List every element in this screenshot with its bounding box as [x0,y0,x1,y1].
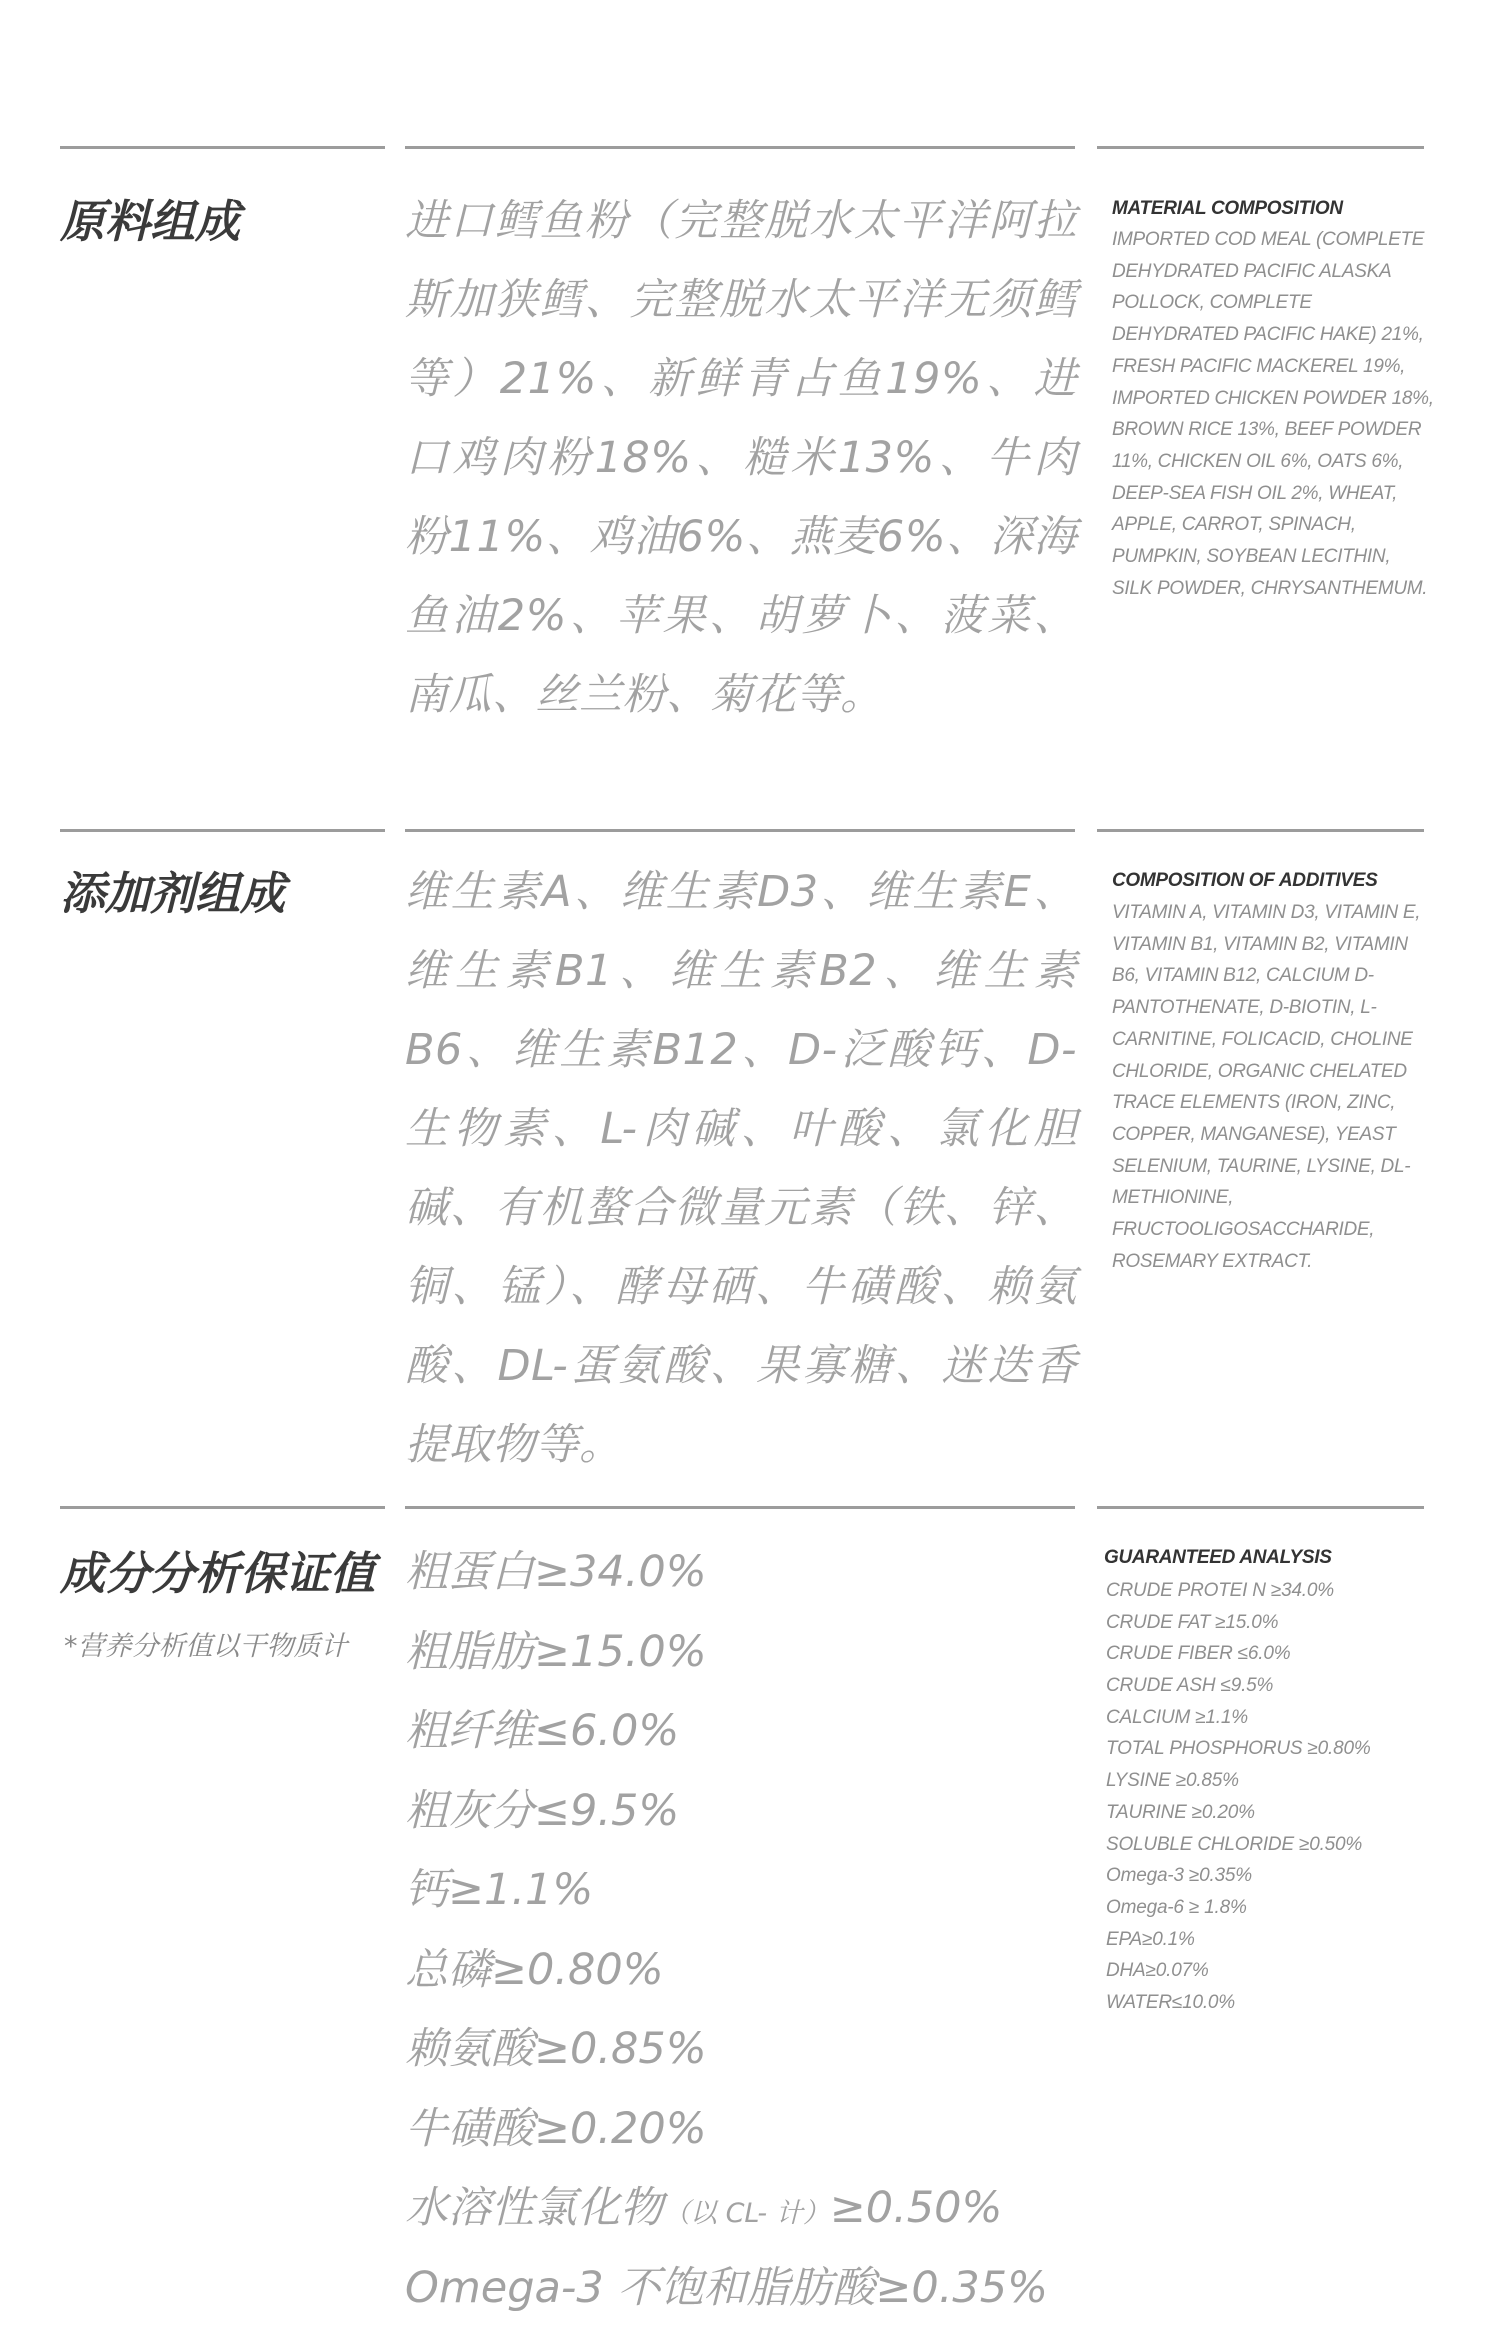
divider-material-mid [405,146,1075,149]
analysis-cn-item: 牛磺酸≥0.20% [405,2090,1105,2170]
divider-additives-mid [405,829,1075,832]
divider-additives-left [60,829,385,832]
divider-analysis-right [1097,1506,1424,1509]
additives-en-title: COMPOSITION OF ADDITIVES [1112,865,1378,897]
analysis-cn-item: Omega-3 不饱和脂肪酸≥0.35% [405,2249,1105,2328]
divider-material-right [1097,146,1424,149]
analysis-cn-item: 粗蛋白≥34.0% [405,1533,1105,1613]
material-title: 原料组成 [60,194,400,250]
analysis-cn-item: 钙≥1.1% [405,1851,1105,1931]
divider-analysis-left [60,1506,385,1509]
chloride-label: 水溶性氯化物 [405,2183,663,2233]
analysis-en-item: EPA≥0.1% [1106,1924,1371,1956]
analysis-note: *营养分析值以干物质计 [64,1629,404,1665]
analysis-en-item: CRUDE ASH ≤9.5% [1106,1670,1371,1702]
analysis-en-item: TAURINE ≥0.20% [1106,1797,1371,1829]
divider-analysis-mid [405,1506,1075,1509]
chloride-value: ≥0.50% [830,2183,1003,2233]
analysis-cn-item: 赖氨酸≥0.85% [405,2010,1105,2090]
analysis-en-item: SOLUBLE CHLORIDE ≥0.50% [1106,1829,1371,1861]
analysis-cn-item: 粗脂肪≥15.0% [405,1613,1105,1693]
analysis-cn-list [405,1533,1105,2328]
analysis-en-item: WATER≤10.0% [1106,1987,1371,2019]
additives-title: 添加剂组成 [60,866,400,922]
material-cn-text: 进口鳕鱼粉（完整脱水太平洋阿拉斯加狭鳕、完整脱水太平洋无须鳕等）21%、新鲜青占鱼19%、进口鸡肉粉18%、糙米13%、牛肉粉11%、鸡油6%、燕麦6%、深海鱼油2%、苹果、胡萝卜、菠菜、南瓜、丝兰粉、菊花等。 [405,182,1077,735]
analysis-cn-item: 总磷≥0.80% [405,1931,1105,2011]
analysis-en-item: CRUDE FAT ≥15.0% [1106,1607,1371,1639]
analysis-title: 成分分析保证值 [60,1546,400,1602]
analysis-en-item: CRUDE PROTEI N ≥34.0% [1106,1575,1371,1607]
analysis-cn-item: 粗灰分≤9.5% [405,1772,1105,1852]
analysis-cn-item: 粗纤维≤6.0% [405,1692,1105,1772]
analysis-en-item: Omega-3 ≥0.35% [1106,1860,1371,1892]
additives-en-text: VITAMIN A, VITAMIN D3, VITAMIN E, VITAMIN B1, VITAMIN B2, VITAMIN B6, VITAMIN B12, CALCIUM D-PANTOTHENATE, D-BIOTIN, L-CARNITINE, FOLICACID, CHOLINE CHLORIDE, ORGANIC CHELATED TRACE ELEMENTS (IRON, ZINC, COPPER, MANGANESE), YEAST SELENIUM, TAURINE, LYSINE, DL-METHIONINE, FRUCTOOLIGOSACCHARIDE, ROSEMARY EXTRACT. [1112,897,1434,1277]
analysis-en-item: Omega-6 ≥ 1.8% [1106,1892,1371,1924]
analysis-en-item: CALCIUM ≥1.1% [1106,1702,1371,1734]
analysis-cn-item-chloride [405,2169,1105,2249]
material-en-title: MATERIAL COMPOSITION [1112,193,1343,225]
additives-cn-text: 维生素A、维生素D3、维生素E、维生素B1、维生素B2、维生素B6、维生素B12、D-泛酸钙、D-生物素、L-肉碱、叶酸、氯化胆碱、有机螯合微量元素（铁、锌、铜、锰）、酵母硒、牛磺酸、赖氨酸、DL-蛋氨酸、果寡糖、迷迭香提取物等。 [405,853,1077,1485]
analysis-en-item: TOTAL PHOSPHORUS ≥0.80% [1106,1733,1371,1765]
analysis-en-item: DHA≥0.07% [1106,1955,1371,1987]
analysis-en-item: LYSINE ≥0.85% [1106,1765,1371,1797]
material-en-text: IMPORTED COD MEAL (COMPLETE DEHYDRATED PACIFIC ALASKA POLLOCK, COMPLETE DEHYDRATED PACIFIC HAKE) 21%, FRESH PACIFIC MACKEREL 19%, IMPORTED CHICKEN POWDER 18%, BROWN RICE 13%, BEEF POWDER 11%, CHICKEN OIL 6%, OATS 6%, DEEP-SEA FISH OIL 2%, WHEAT, APPLE, CARROT, SPINACH, PUMPKIN, SOYBEAN LECITHIN, SILK POWDER, CHRYSANTHEMUM. [1112,224,1434,604]
divider-material-left [60,146,385,149]
analysis-en-item: CRUDE FIBER ≤6.0% [1106,1638,1371,1670]
analysis-en-list [1106,1575,1371,2019]
chloride-unit-note: （以 CL- 计） [663,2198,830,2229]
divider-additives-right [1097,829,1424,832]
analysis-en-title: GUARANTEED ANALYSIS [1104,1542,1332,1574]
